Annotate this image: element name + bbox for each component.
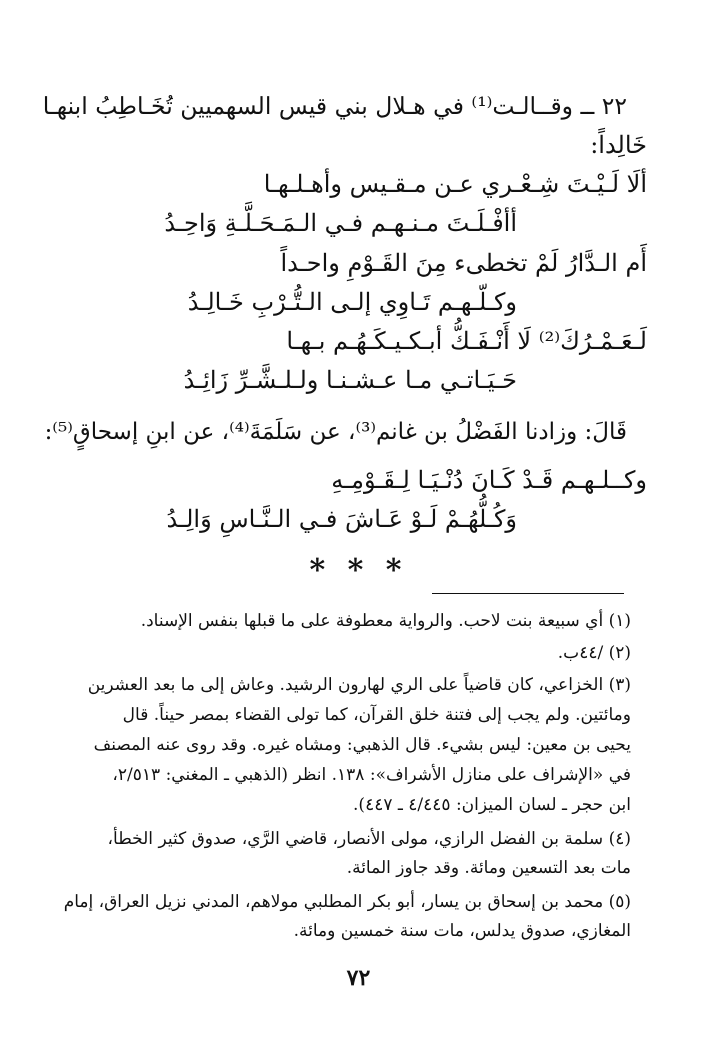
verse-2: أأفْـلَـتَ مـنـهـم فـي الـمَـحَـلَّـةِ وَاحِـدُ <box>164 209 517 237</box>
page-number: ٧٢ <box>346 965 371 991</box>
footnote-3-line-2: ومائتين. ولم يجب إلى فتنة خلق القرآن، كما تولى القضاء بمصر حيناً. قال <box>122 705 631 725</box>
footnote-3-line-4: في «الإشراف على منازل الأشراف»: ١٣٨. انظر (الذهبي ـ المغني: ٢/٥١٣، <box>112 765 631 785</box>
footnote-1: (١) أي سبيعة بنت لاحب. والرواية معطوفة على ما قبلها بنفس الإسناد. <box>140 611 631 631</box>
footnote-rule <box>432 593 624 594</box>
verse-1: ألَا لَـيْـتَ شِـعْـري عـن مـقـيس وأهـلـهـا <box>263 170 647 198</box>
footnote-3-line-5: ابن حجر ـ لسان الميزان: ٤/٤٤٥ ـ ٤٤٧). <box>353 795 631 815</box>
verse-5: لَـعَـمْـرُكَ⁽²⁾ لَا أَنْـفَـكُّ أبـكـيـكَـهُـم بـهـا <box>286 327 647 355</box>
verse-6: حَـيَـاتـي مـا عـشـنـا ولـلـشَّـرِّ زَائِـدُ <box>183 366 517 394</box>
footnote-2: (٢) /٤٤ب. <box>557 643 631 663</box>
footnote-4-line-2: مات بعد التسعين ومائة. وقد جاوز المائة. <box>346 858 631 878</box>
verse-8: وَكُـلُّهُـمْ لَـوْ عَـاشَ فـي الـنَّـاسِ وَالِـدُ <box>166 505 517 533</box>
section-separator: * * * <box>309 553 408 588</box>
footnote-3-line-1: (٣) الخزاعي، كان قاضياً على الري لهارون الرشيد. وعاش إلى ما بعد العشرين <box>87 675 631 695</box>
verse-3: أَم الـدَّارُ لَمْ تخطىء مِنَ القَـوْمِ واحـداً <box>280 249 647 277</box>
verse-4: وكـلّـهـم تَـاوِي إلـى الـتُّـرْبِ خَـالِـدُ <box>187 288 517 316</box>
footnote-5-line-1: (٥) محمد بن إسحاق بن يسار، أبو بكر المطلبي مولاهم، المدني نزيل العراق، إمام <box>63 892 631 912</box>
verse-7: وكــلـهـم قَـدْ كَـانَ دُنْـيَـا لِـقَـوْمِـهِ <box>331 466 647 494</box>
poem-intro-continuation: خَالِداً: <box>590 131 647 159</box>
footnote-3-line-3: يحيى بن معين: ليس بشيء. قال الذهبي: ومشاه غيره. وقد روى عنه المصنف <box>93 735 631 755</box>
footnote-4-line-1: (٤) سلمة بن الفضل الرازي، مولى الأنصار، قاضي الرَّي، صدوق كثير الخطأ، <box>107 829 631 849</box>
poem-intro-line: ٢٢ ــ وقــالـت⁽¹⁾ في هـلال بني قيس السهميين تُخَـاطِبُ ابنهـا <box>42 92 627 120</box>
narration-line: قَالَ: وزادنا الفَضْلُ بن غانم⁽³⁾، عن سَلَمَةَ⁽⁴⁾، عن ابنِ إسحاقٍ⁽⁵⁾: <box>44 419 627 445</box>
footnote-5-line-2: المغازي، صدوق يدلس، مات سنة خمسين ومائة. <box>293 921 631 941</box>
